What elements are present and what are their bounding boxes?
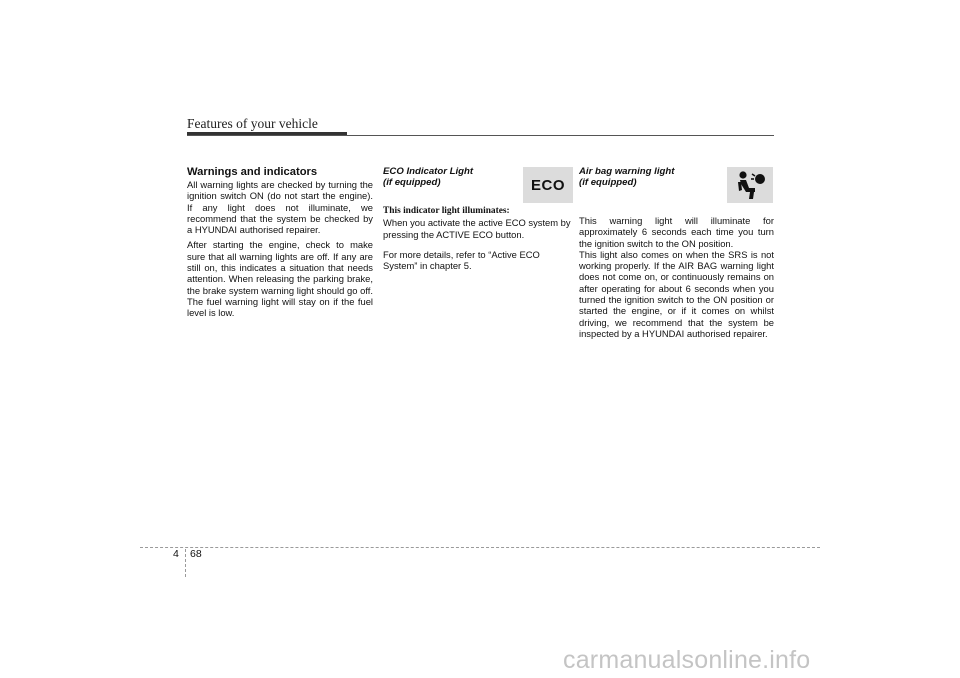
chapter-number: 4 — [173, 548, 179, 560]
warnings-paragraph-1: All warning lights are checked by turning the ignition switch ON (do not start the engine). If any light does not illuminate, we recommend that the system be checked by a HYUNDAI authorised repairer. — [187, 179, 373, 236]
eco-title-qualifier: (if equipped) — [383, 177, 441, 188]
eco-paragraph-2: For more details, refer to “Active ECO System” in chapter 5. — [383, 248, 540, 272]
airbag-title: Air bag warning light — [579, 166, 675, 177]
airbag-paragraph-2: This light also comes on when the SRS is not working properly. If the AIR BAG warning light does not come on, or continuously remains on after operating for about 6 seconds when you turned the ignition switch to the ON position or started the engine, or if it comes on whilst driving, we recommend that the system be inspected by a HYUNDAI authorised repairer. — [579, 248, 774, 339]
airbag-paragraph-1: This warning light will illuminate for approximately 6 seconds each time you turn the ignition switch to the ON position. — [579, 215, 774, 249]
eco-title: ECO Indicator Light — [383, 166, 474, 177]
airbag-title-qualifier: (if equipped) — [579, 177, 637, 188]
warnings-paragraph-2: After starting the engine, check to make sure that all warning lights are off. If any are still on, this indicates a situation that needs attention. When releasing the parking brake, the brake system warning light should go off. The fuel warning light will stay on if the fuel level is low. — [187, 239, 373, 319]
watermark: carmanualsonline.info — [563, 646, 811, 674]
page-header-title: Features of your vehicle — [187, 116, 318, 131]
eco-icon-label: ECO — [530, 176, 565, 194]
airbag-warning-icon — [727, 167, 773, 203]
eco-indicator-icon — [523, 167, 573, 203]
eco-subheading: This indicator light illuminates: — [383, 206, 510, 216]
header-rule — [187, 135, 774, 136]
airbag-person-icon — [732, 170, 768, 200]
footer-divider — [185, 549, 186, 577]
footer-rule — [140, 547, 820, 548]
eco-paragraph-1: When you activate the active ECO system by pressing the ACTIVE ECO button. — [383, 217, 571, 240]
page-number: 68 — [190, 548, 202, 560]
section-heading-warnings: Warnings and indicators — [187, 166, 318, 178]
column-warnings — [187, 166, 373, 319]
